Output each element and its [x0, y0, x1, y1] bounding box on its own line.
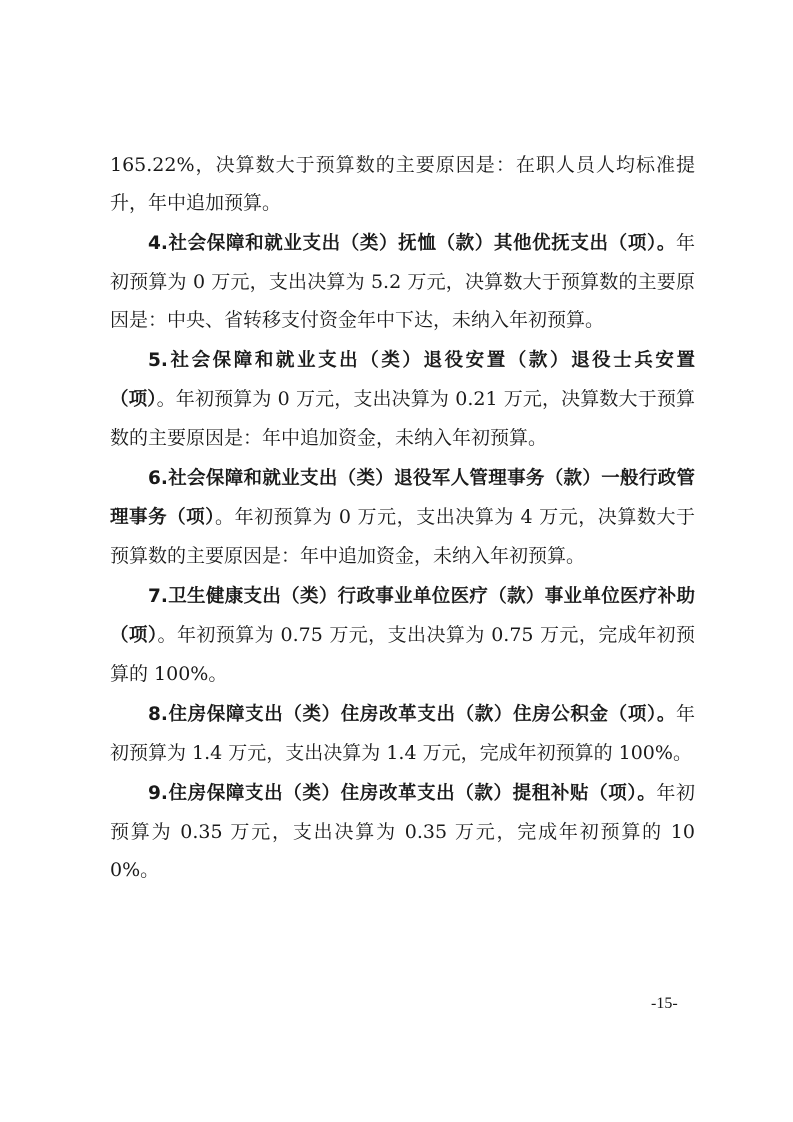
paragraph-item-9	[110, 774, 695, 889]
item-body: 年初预算为 0 万元，支出决算为 5.2 万元，决算数大于预算数的主要原因是：中央、省转移支付资金年中下达，未纳入年初预算。	[110, 232, 695, 331]
item-heading: 4.社会保障和就业支出（类）抚恤（款）其他优抚支出（项）。	[148, 233, 676, 254]
item-body: 年初预算为 0.35 万元，支出决算为 0.35 万元，完成年初预算的 100%。	[110, 782, 695, 881]
paragraph-item-7	[110, 577, 695, 693]
item-heading: 8.住房保障支出（类）住房改革支出（款）住房公积金（项）。	[148, 704, 676, 725]
paragraph-item-4	[110, 224, 695, 339]
item-body: 年初预算为 1.4 万元，支出决算为 1.4 万元，完成年初预算的 100%。	[110, 703, 695, 764]
item-body: 。年初预算为 0 万元，支出决算为 4 万元，决算数大于预算数的主要原因是：年中追加资金，未纳入年初预算。	[110, 506, 695, 567]
item-body: 。年初预算为 0.75 万元，支出决算为 0.75 万元，完成年初预算的 100%。	[110, 624, 695, 685]
paragraph-item-5	[110, 341, 695, 457]
item-heading: 6.社会保障和就业支出（类）退役军人管理事务（款）一般行政管理事务（项）	[110, 468, 695, 528]
item-heading: 5.社会保障和就业支出（类）退役安置（款）退役士兵安置（项）	[110, 350, 695, 410]
page-number: -15-	[651, 995, 678, 1012]
paragraph-continuation	[110, 146, 695, 222]
item-heading: 7.卫生健康支出（类）行政事业单位医疗（款）事业单位医疗补助（项）	[110, 586, 695, 646]
paragraph-item-8	[110, 695, 695, 772]
paragraph-item-6	[110, 459, 695, 575]
item-body: 。年初预算为 0 万元，支出决算为 0.21 万元，决算数大于预算数的主要原因是：年中追加资金，未纳入年初预算。	[110, 388, 695, 449]
paragraph-body: 165.22%，决算数大于预算数的主要原因是：在职人员人均标准提升，年中追加预算。	[110, 154, 695, 214]
item-heading: 9.住房保障支出（类）住房改革支出（款）提租补贴（项）。	[148, 783, 657, 804]
body-text	[110, 146, 695, 889]
